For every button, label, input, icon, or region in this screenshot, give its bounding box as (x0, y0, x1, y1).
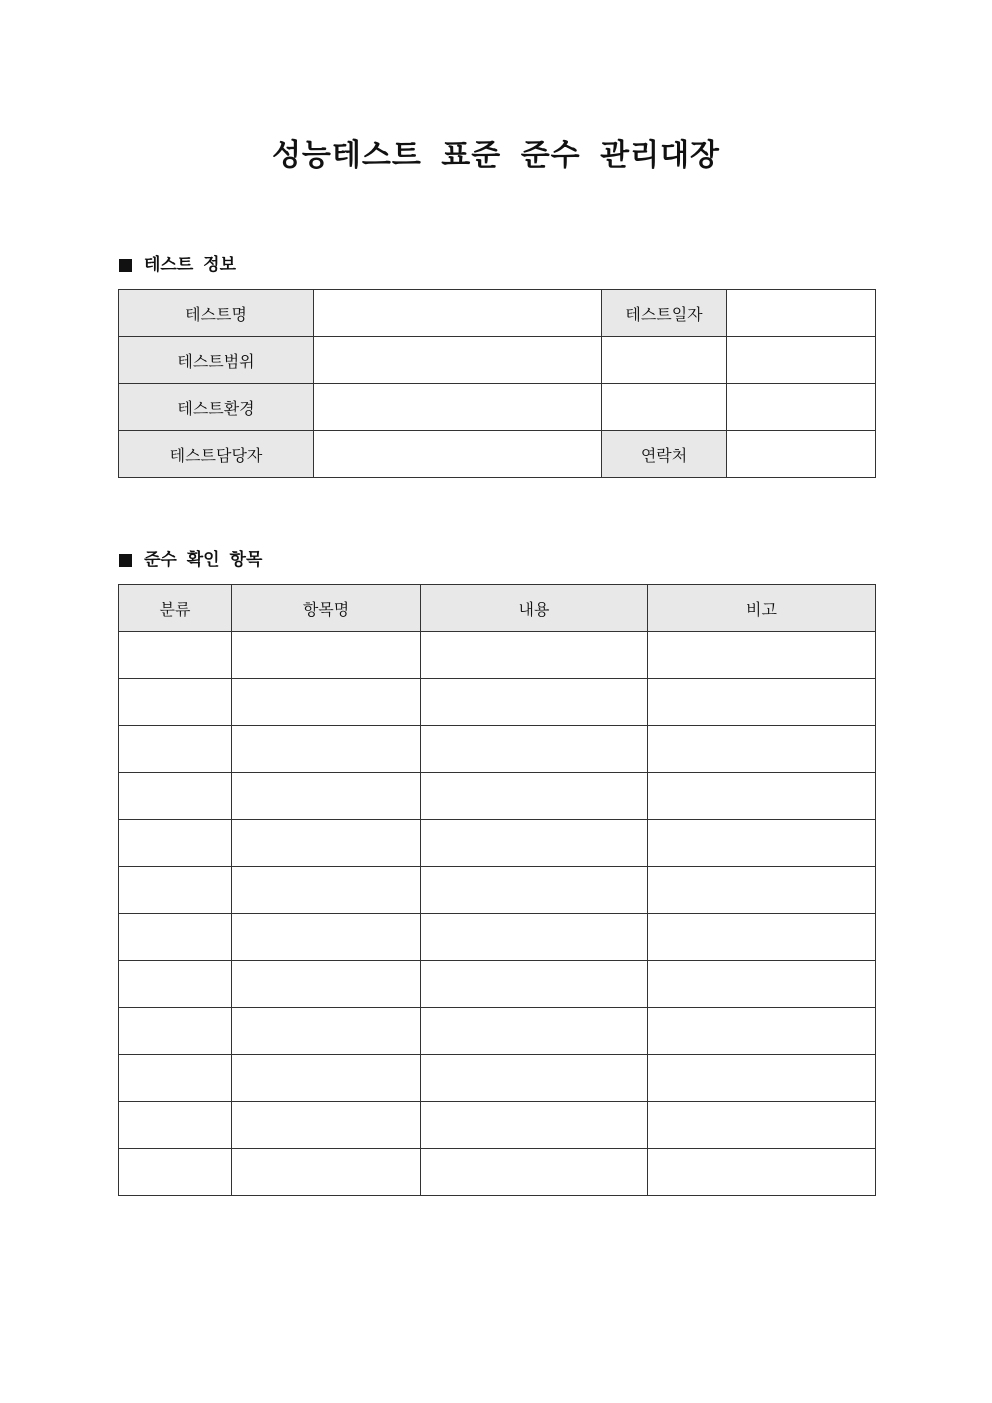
item-name-cell[interactable] (232, 1149, 421, 1196)
label-test-scope: 테스트범위 (119, 337, 314, 384)
label-test-name: 테스트명 (119, 290, 314, 337)
table-header-row (119, 585, 876, 632)
table-row (119, 820, 876, 867)
table-row (119, 384, 876, 431)
item-name-cell[interactable] (232, 632, 421, 679)
label-test-date: 테스트일자 (602, 290, 727, 337)
remarks-cell[interactable] (648, 726, 876, 773)
square-bullet-icon (119, 554, 132, 567)
category-cell[interactable] (119, 914, 232, 961)
label-contact: 연락처 (602, 431, 727, 478)
section-heading-test-info (119, 253, 236, 277)
value-test-name[interactable] (314, 290, 602, 337)
table-row (119, 867, 876, 914)
content-cell[interactable] (421, 1008, 648, 1055)
remarks-cell[interactable] (648, 632, 876, 679)
remarks-cell[interactable] (648, 1008, 876, 1055)
value-test-date[interactable] (727, 290, 876, 337)
table-row (119, 773, 876, 820)
remarks-cell[interactable] (648, 679, 876, 726)
remarks-cell[interactable] (648, 1102, 876, 1149)
value-contact[interactable] (727, 431, 876, 478)
section-heading-compliance-items (119, 548, 262, 572)
category-cell[interactable] (119, 820, 232, 867)
label-test-manager: 테스트담당자 (119, 431, 314, 478)
category-cell[interactable] (119, 1008, 232, 1055)
table-row (119, 726, 876, 773)
blank-value-cell[interactable] (727, 384, 876, 431)
category-cell[interactable] (119, 773, 232, 820)
remarks-cell[interactable] (648, 914, 876, 961)
table-row (119, 632, 876, 679)
item-name-cell[interactable] (232, 726, 421, 773)
table-row (119, 1149, 876, 1196)
content-cell[interactable] (421, 820, 648, 867)
item-name-cell[interactable] (232, 961, 421, 1008)
table-row (119, 1055, 876, 1102)
item-name-cell[interactable] (232, 1055, 421, 1102)
content-cell[interactable] (421, 1055, 648, 1102)
item-name-cell[interactable] (232, 679, 421, 726)
category-cell[interactable] (119, 632, 232, 679)
category-cell[interactable] (119, 1149, 232, 1196)
category-cell[interactable] (119, 679, 232, 726)
content-cell[interactable] (421, 1102, 648, 1149)
content-cell[interactable] (421, 632, 648, 679)
content-cell[interactable] (421, 773, 648, 820)
remarks-cell[interactable] (648, 961, 876, 1008)
value-test-manager[interactable] (314, 431, 602, 478)
column-header-item-name: 항목명 (232, 585, 421, 632)
item-name-cell[interactable] (232, 914, 421, 961)
label-test-environment: 테스트환경 (119, 384, 314, 431)
content-cell[interactable] (421, 726, 648, 773)
content-cell[interactable] (421, 914, 648, 961)
column-header-content: 내용 (421, 585, 648, 632)
category-cell[interactable] (119, 1102, 232, 1149)
section-heading-label: 준수 확인 항목 (144, 550, 263, 570)
table-row (119, 1008, 876, 1055)
table-row (119, 431, 876, 478)
content-cell[interactable] (421, 1149, 648, 1196)
remarks-cell[interactable] (648, 1055, 876, 1102)
test-info-table (118, 289, 876, 478)
item-name-cell[interactable] (232, 867, 421, 914)
content-cell[interactable] (421, 867, 648, 914)
value-test-environment[interactable] (314, 384, 602, 431)
remarks-cell[interactable] (648, 1149, 876, 1196)
table-row (119, 337, 876, 384)
blank-label-cell (602, 337, 727, 384)
category-cell[interactable] (119, 961, 232, 1008)
blank-value-cell[interactable] (727, 337, 876, 384)
page-title: 성능테스트 표준 준수 관리대장 (271, 138, 721, 173)
table-row (119, 1102, 876, 1149)
remarks-cell[interactable] (648, 867, 876, 914)
category-cell[interactable] (119, 1055, 232, 1102)
remarks-cell[interactable] (648, 820, 876, 867)
square-bullet-icon (119, 259, 132, 272)
table-row (119, 290, 876, 337)
table-row (119, 679, 876, 726)
category-cell[interactable] (119, 867, 232, 914)
value-test-scope[interactable] (314, 337, 602, 384)
category-cell[interactable] (119, 726, 232, 773)
item-name-cell[interactable] (232, 1008, 421, 1055)
section-heading-label: 테스트 정보 (144, 255, 237, 275)
column-header-remarks: 비고 (648, 585, 876, 632)
item-name-cell[interactable] (232, 773, 421, 820)
remarks-cell[interactable] (648, 773, 876, 820)
blank-label-cell (602, 384, 727, 431)
table-row (119, 914, 876, 961)
content-cell[interactable] (421, 679, 648, 726)
table-row (119, 961, 876, 1008)
column-header-category: 분류 (119, 585, 232, 632)
item-name-cell[interactable] (232, 1102, 421, 1149)
item-name-cell[interactable] (232, 820, 421, 867)
compliance-table (118, 584, 876, 1196)
content-cell[interactable] (421, 961, 648, 1008)
